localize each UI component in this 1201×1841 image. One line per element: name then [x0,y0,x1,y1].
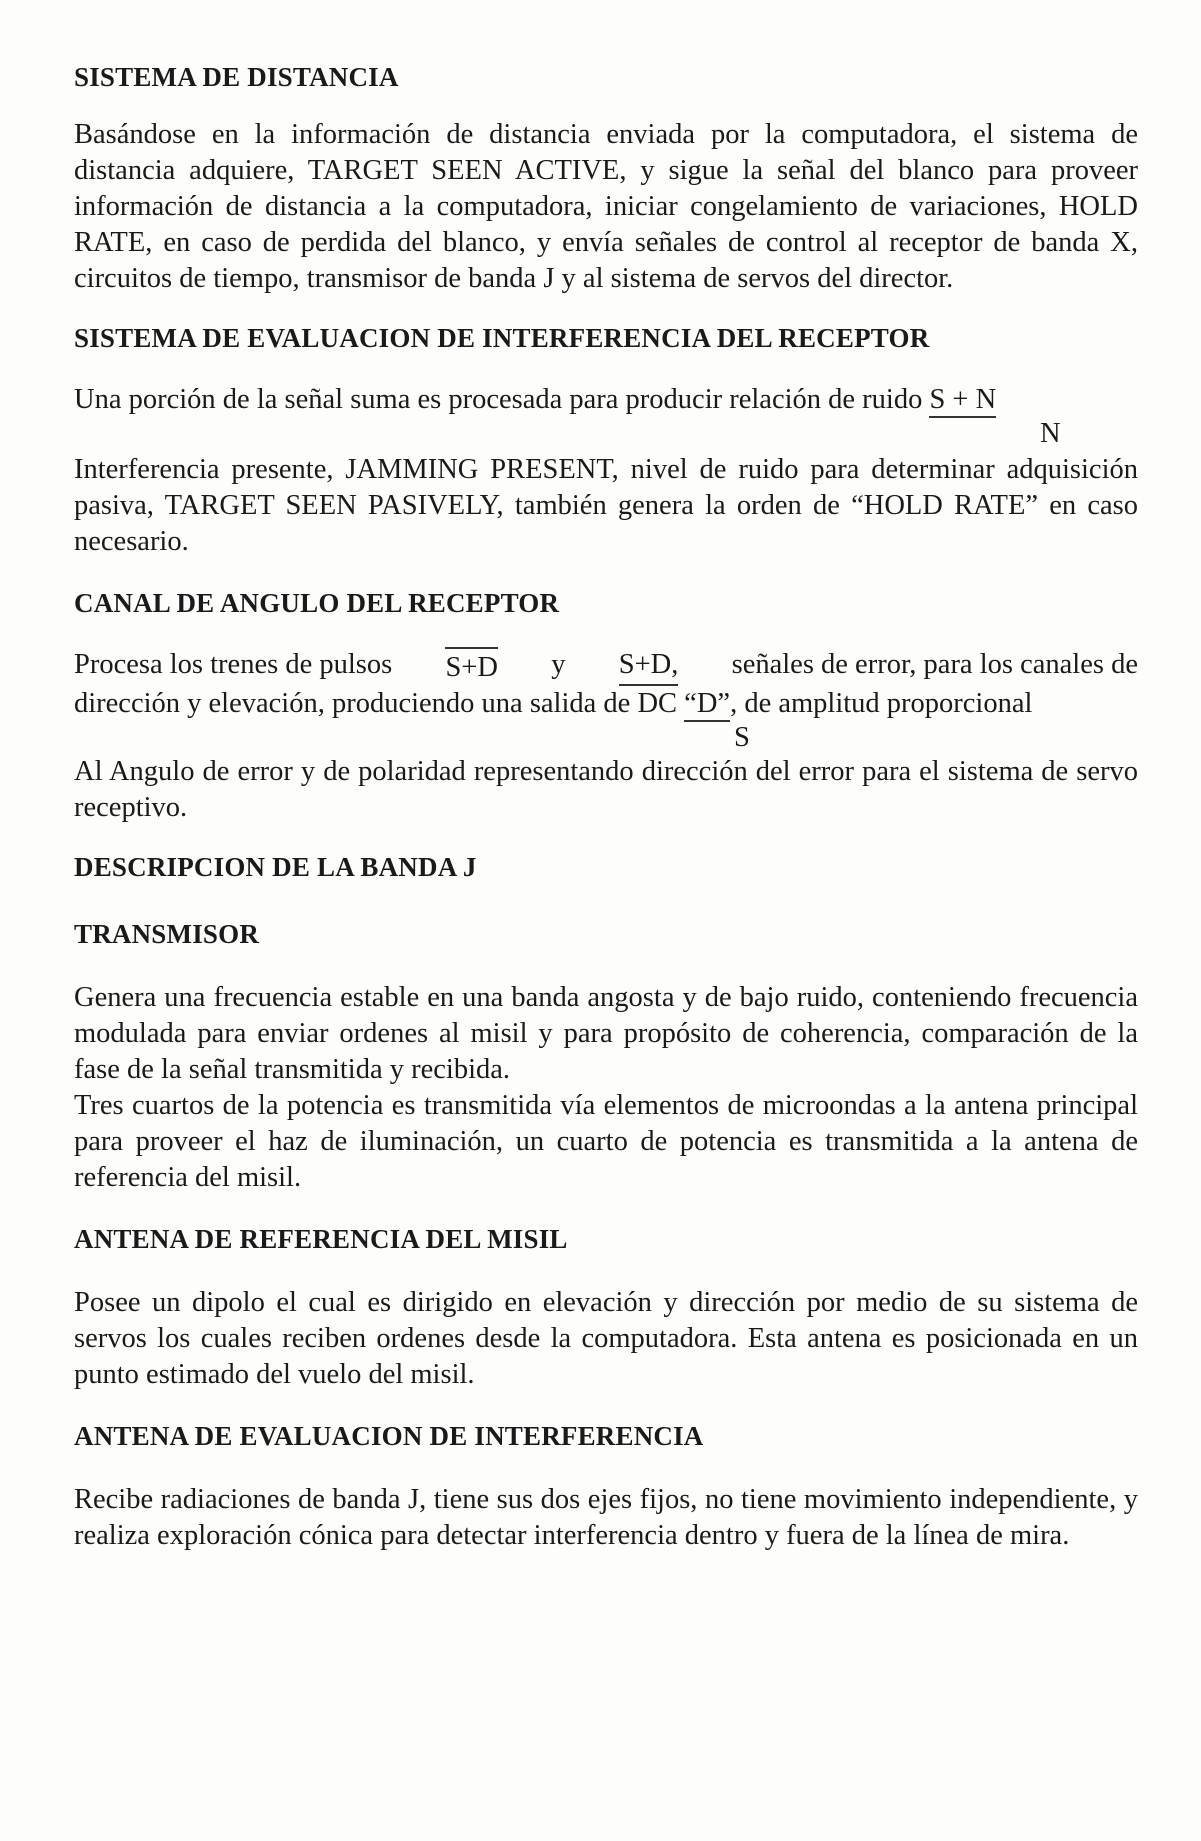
section-heading-antena-evaluacion: ANTENA DE EVALUACION DE INTERFERENCIA [74,1421,704,1451]
section-body-antena-referencia: Posee un dipolo el cual es dirigido en elevación y dirección por medio de su sistema de servos los cuales reciben ordenes desde la computadora. Esta antena es posicionada en un punto estimado del vuelo del misil. [74,1287,1138,1390]
section-heading-sistema-distancia: SISTEMA DE DISTANCIA [74,62,399,92]
section-body-transmisor-1: Genera una frecuencia estable en una banda angosta y de bajo ruido, conteniendo frecuencia modulada para enviar ordenes al misil y para propósito de coherencia, comparación de la fase de la señal transmitida y recibida. [74,982,1138,1085]
section-body-canal-angulo: Al Angulo de error y de polaridad representando dirección del error para el sistema de servo receptivo. [74,756,1138,823]
section-heading-canal-angulo: CANAL DE ANGULO DEL RECEPTOR [74,588,560,618]
dc-output-text: dirección y elevación, produciendo una salida de DC [74,688,678,719]
section-heading-evaluacion-interferencia-receptor: SISTEMA DE EVALUACION DE INTERFERENCIA DEL RECEPTOR [74,323,930,353]
pulse-train-sd-bar: S+D [445,647,498,686]
ratio-numerator: S + N [929,384,996,418]
dc-output-line [74,686,1138,753]
pulse-train-sd: S+D, [619,647,679,686]
ratio-line-text: Una porción de la señal suma es procesada para producir relación de ruido [74,384,923,415]
dc-output-rest: , de amplitud proporcional [730,688,1033,719]
dc-output-denominator: S [734,722,750,753]
section-heading-transmisor: TRANSMISOR [74,919,260,949]
section-heading-banda-j: DESCRIPCION DE LA BANDA J [74,852,477,882]
section-heading-antena-referencia: ANTENA DE REFERENCIA DEL MISIL [74,1224,568,1254]
section-body-antena-evaluacion: Recibe radiaciones de banda J, tiene sus dos ejes fijos, no tiene movimiento independiente, y realiza exploración cónica para detectar interferencia dentro y fuera de la línea de mira. [74,1484,1138,1551]
section-body-sistema-distancia: Basándose en la información de distancia enviada por la computadora, el sistema de distancia adquiere, TARGET SEEN ACTIVE, y sigue la señal del blanco para proveer información de distancia a la computadora, iniciar congelamiento de variaciones, HOLD RATE, en caso de perdida del blanco, y envía señales de control al receptor de banda X, circuitos de tiempo, transmisor de banda J y al sistema de servos del director. [74,119,1138,294]
section-body-transmisor-2: Tres cuartos de la potencia es transmitida vía elementos de microondas a la antena principal para proveer el haz de iluminación, un cuarto de potencia es transmitida a la antena de referencia del misil. [74,1090,1138,1193]
pulse-trains-rest: señales de error, para los canales de [731,649,1138,680]
ratio-denominator: N [1040,418,1061,449]
pulse-trains-y: y [551,649,566,680]
document-page [74,62,1138,1582]
ratio-line [74,382,1138,449]
pulse-trains-line [74,647,1138,686]
dc-output-numerator: “D” [684,688,730,722]
pulse-trains-text: Procesa los trenes de pulsos [74,649,393,680]
section-body-evaluacion-interferencia-receptor: Interferencia presente, JAMMING PRESENT, nivel de ruido para determinar adquisición pasiva, TARGET SEEN PASIVELY, también genera la orden de “HOLD RATE” en caso necesario. [74,454,1138,557]
